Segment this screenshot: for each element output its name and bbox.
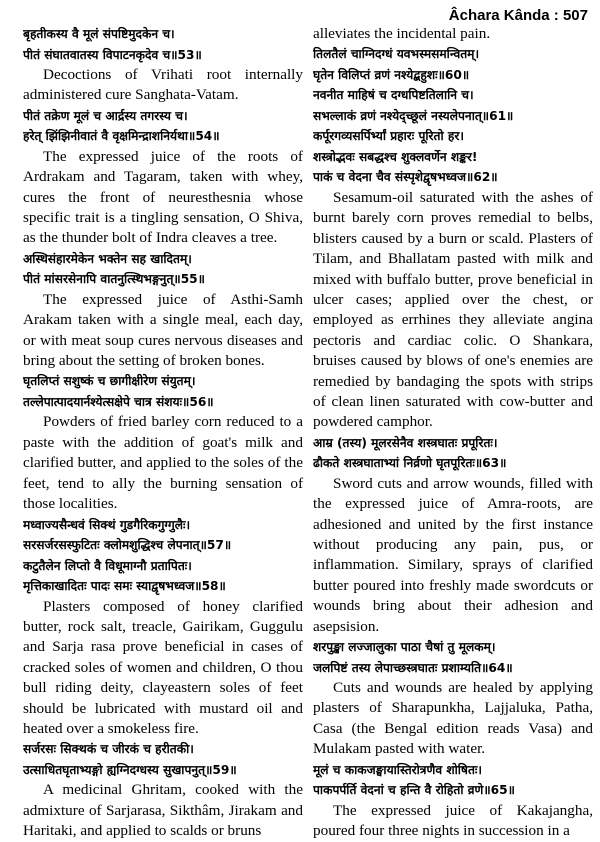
paragraph-text: A medicinal Ghritam, cooked with the admixture of Sarjarasa, Sikthâm, Jirakam and Haritaki, and applied to scalds or bruns [23, 781, 303, 840]
verse-line: मध्वाज्यसैन्धवं सिक्थं गुडगैरिकगुग्गुलैः। [23, 517, 191, 532]
verse-line: पीतं तक्रेण मूलं च आर्द्रस्य तगरस्य च। [23, 108, 188, 123]
right-column [313, 24, 593, 841]
sanskrit-verse [313, 637, 593, 678]
sanskrit-verse [23, 24, 303, 65]
verse-line: पाकं च वेदना चैव संस्पृशेद्वृषभध्वज॥62॥ [313, 170, 498, 185]
verse-line: तिलतैलं चाग्निदग्धं यवभस्मसमन्वितम्। [313, 47, 480, 62]
paragraph-text: Powders of fried barley corn reduced to a paste with the addition of goat's milk and clarified butter, and applied to the soles of the feet, tend to ally the burning sensation of those localities. [23, 413, 303, 513]
verse-line: बृहतीकस्य वै मूलं संपष्टिमुदकेन च। [23, 27, 175, 41]
verse-line: घृतेन विलिप्तं व्रणं नश्येद्बहुशः॥60॥ [313, 67, 470, 82]
left-column [23, 24, 303, 842]
verse-line: पाकपर्पर्ति वेदनां च हन्ति वै रोहितो व्रणे॥65॥ [313, 783, 515, 798]
verse-line: मूलं च काकजङ्घायास्तिरोत्रणैव शोषितः। [313, 762, 483, 777]
verse-line: सभल्लाकं व्रणं नश्येद्च्छूलं नस्यलेपनात्॥61॥ [313, 108, 514, 123]
paragraph-text: Sword cuts and arrow wounds, filled with the expressed juice of Amra-roots, are adhesioned and united by the first instance without producing any pain, pus, or inflammation. Similary, sprays of clarified butter poured into freshly made swordcuts or wounds bring about their adhesion and asepsision. [313, 474, 593, 635]
translation-paragraph [313, 474, 593, 637]
translation-paragraph [313, 801, 593, 842]
verse-line: आम्र (तस्य) मूलरसेनैव शस्त्रघातः प्रपूरितः। [313, 435, 498, 450]
verse-line: पीतं मांसरसेनापि वातनुत्स्थिभङ्गनुत्॥55॥ [23, 272, 205, 287]
translation-paragraph [23, 780, 303, 841]
sanskrit-verse [313, 433, 593, 474]
verse-line: कटुतैलेन लिप्तो वै विधूमाग्नौ प्रतापितः। [23, 558, 192, 573]
verse-line: उत्साधितघृताभ्यङ्गो ह्यग्निदग्धस्य सुखापनुत्॥59॥ [23, 762, 237, 777]
sanskrit-verse [23, 515, 303, 597]
translation-paragraph [23, 290, 303, 372]
verse-line: अस्थिसंहारमेकेन भक्तेन सह खादितम्। [23, 251, 192, 266]
sanskrit-verse [23, 106, 303, 147]
paragraph-text: The expressed juice of the roots of Ardrakam and Tagaram, taken with whey, cures the front of neuresthesnia whose specific trait is a tingling sensation, O Shiva, as the thunder bolt of Indra cleaves a tree. [23, 147, 303, 247]
verse-line: जलपिष्टं तस्य लेपाच्छस्त्रघातः प्रशाम्यति॥64॥ [313, 660, 513, 675]
sanskrit-verse [23, 249, 303, 290]
verse-line: तल्लेपात्पादयार्नश्येत्सक्षेपे चात्र संशयः॥56॥ [23, 394, 214, 409]
verse-line: हरेत् झिंझिनीवातं वै वृक्षमिन्द्राशनिर्यथा॥54॥ [23, 129, 220, 144]
sanskrit-verse [313, 44, 593, 188]
translation-paragraph [23, 597, 303, 740]
verse-line: शस्त्रोद्भवः सबद्धश्च शुक्लवर्णेन शङ्कर! [313, 149, 478, 164]
translation-paragraph [313, 188, 593, 433]
sanskrit-verse [23, 739, 303, 780]
verse-line: शरपुङ्खा लज्जालुका पाठा चैषां तु मूलकम्। [313, 640, 496, 655]
verse-line: पीतं संघातवातस्य विपाटनकृदेव च॥53॥ [23, 47, 202, 62]
paragraph-text: Decoctions of Vrihati root internally administered cure Sanghata-Vatam. [23, 66, 303, 104]
translation-paragraph [23, 147, 303, 249]
translation-paragraph [313, 678, 593, 760]
verse-line: ढौकते शस्त्रघाताभ्यां निर्व्रणो घृतपूरितः॥63॥ [313, 456, 507, 471]
paragraph-text: Cuts and wounds are healed by applying plasters of Sharapunkha, Lajjaluka, Patha, Casa (the Bengal edition reads Vasa) and Mulakam pasted with water. [313, 679, 593, 758]
sanskrit-verse [313, 760, 593, 801]
page-header: Âchara Kânda : 507 [448, 7, 588, 24]
verse-line: सरसर्जरसस्फुटितः क्लोमशुद्धिश्च लेपनात्॥57॥ [23, 538, 232, 552]
paragraph-text: The expressed juice of Kakajangha, poured four three nights in succession in a [313, 801, 593, 840]
translation-paragraph [23, 412, 303, 514]
paragraph-text: alleviates the incidental pain. [313, 25, 491, 42]
verse-line: नवनीत माहिषं च दग्धपिष्टतिलानि च। [313, 88, 474, 103]
paragraph-text: Plasters composed of honey clarified butter, rock salt, treacle, Gairikam, Guggulu and Sarja rasa prove beneficial in cases of cracked soles of women and children, O thou bull riding deity, clayeastern soles of feet should be lubricated with mustard oil and heated over a smokeless fire. [23, 597, 303, 737]
translation-paragraph [23, 65, 303, 106]
verse-line: कर्पूरगव्यसर्पिर्भ्यां प्रहारः पूरितो हर। [313, 129, 464, 144]
sanskrit-verse [23, 371, 303, 412]
paragraph-text: Sesamum-oil saturated with the ashes of burnt barely corn proves remedial to belbs, blisters caused by a burn or scald. Plasters of Tilam, and Bhallatam pasted with milk and mixed with buffalo butter, prove beneficial in ulcer cases; applied over the chest, or employed as errhines they alleviate angina pectoris and cardiac colic. O Shankara, bruises caused by blows of one's enemies are remedied by bandaging the spots with strips of clean linen saturated with cow-butter and powdered camphor. [313, 188, 593, 431]
verse-line: घृतलिप्तं सशुष्कं च छागीक्षीरेण संयुतम्। [23, 374, 196, 389]
verse-line: मृत्तिकाखादितः पादः समः स्याद्वृषभध्वज॥58॥ [23, 579, 226, 593]
verse-line: सर्जरसः सिक्थकं च जीरकं च हरीतकी। [23, 742, 194, 757]
paragraph-text: The expressed juice of Asthi-Samh Arakam taken with a single meal, each day, or with meat soup cures nervous diseases and bring about the setting of broken bones. [23, 290, 303, 370]
translation-paragraph [313, 24, 593, 44]
